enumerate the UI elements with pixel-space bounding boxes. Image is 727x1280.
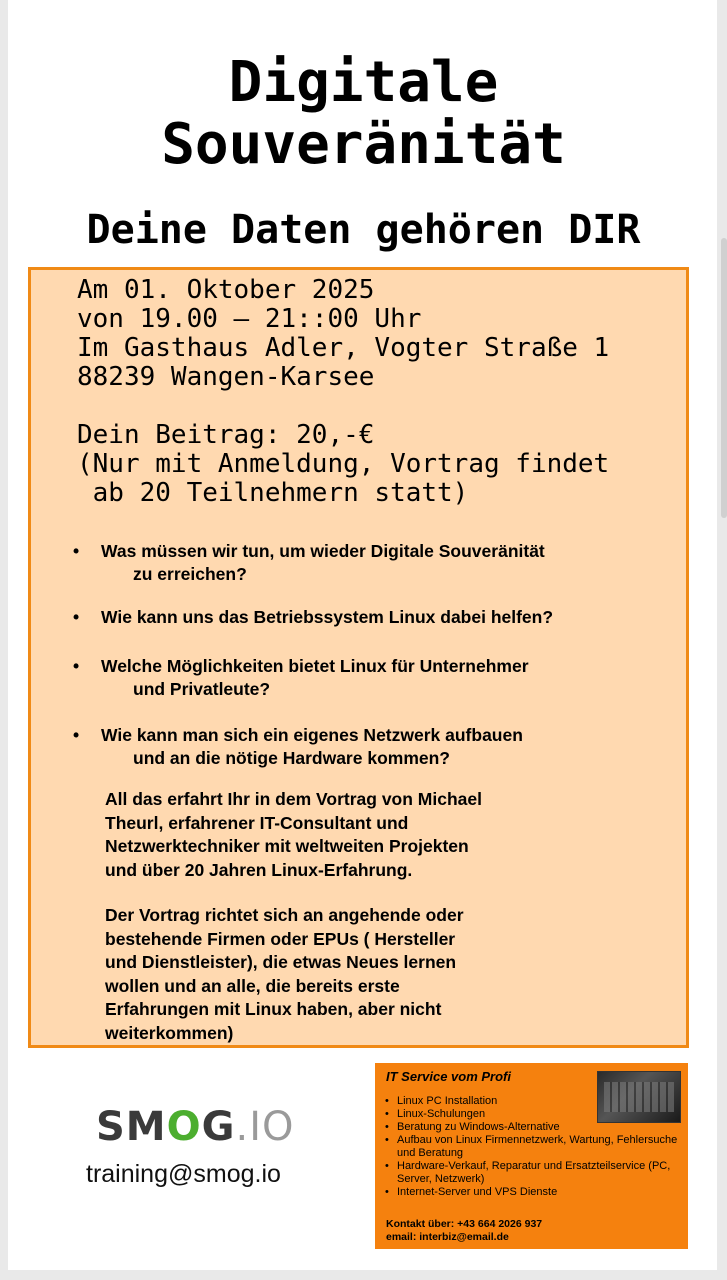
list-item: • Linux PC Installation — [385, 1095, 685, 1108]
event-time: von 19.00 – 21::00 Uhr — [77, 304, 422, 334]
event-city: 88239 Wangen-Karsee — [77, 362, 375, 392]
subtitle: Deine Daten gehören DIR — [86, 207, 641, 253]
list-item: • Beratung zu Windows-Alternative — [385, 1121, 685, 1134]
list-item: • Linux-Schulungen — [385, 1108, 685, 1121]
audience-paragraph: Der Vortrag richtet sich an angehende oder bestehende Firmen oder EPUs ( Hersteller und Dienstleister), die etwas Neues lernen wollen und an alle, die bereits erste Erfahrungen mit Linux haben, aber nicht weiterkommen) — [105, 905, 464, 1043]
event-note-line-2: ab 20 Teilnehmern statt) — [77, 478, 469, 508]
contact-email[interactable]: training@smog.io — [86, 1160, 281, 1188]
ad-service-list — [385, 1095, 685, 1199]
list-item: • Hardware-Verkauf, Reparatur und Ersatzteilservice (PC, Server, Netzwerk) — [385, 1160, 685, 1186]
event-fee: Dein Beitrag: 20,-€ — [77, 420, 375, 450]
event-info-box: Am 01. Oktober 2025 von 19.00 – 21::00 Uhr Im Gasthaus Adler, Vogter Straße 1 88239 Wangen-Karsee Dein Beitrag: 20,-€ (Nur mit Anmeldung, Vortrag findet ab 20 Teilnehmern statt) • Was müssen wir tun, um wieder Digitale Souveränität zu erreichen? • Wie kann uns das Betriebssystem Linux dabei helfen? • Welche Möglichkeiten bietet Linux für Unternehmer und Privatleute? • Wie kann man sich ein eigenes Netzwerk aufbauen und an die nötige Hardware kommen? All das erfahrt Ihr in dem Vortrag von Michael Theurl, erfahrener IT-Consultant und Netzwerktechniker mit weltweiten Projekten und über 20 Jahren Linux-Erfahrung. Der Vortrag richtet sich an angehende oder bestehende Firmen oder EPUs ( Hersteller und Dienstleister), die etwas Neues lernen wollen und an alle, die bereits erste Erfahrungen mit Linux haben, aber nicht weiterkommen) — [28, 267, 689, 1048]
ad-contact-phone: Kontakt über: +43 664 2026 937 — [386, 1218, 543, 1230]
ad-contact-email[interactable]: email: interbiz@email.de — [386, 1231, 509, 1243]
list-item: • Aufbau von Linux Firmennetzwerk, Wartung, Fehlersuche und Beratung — [385, 1134, 685, 1160]
ad-contact — [386, 1218, 542, 1244]
event-date: Am 01. Oktober 2025 — [77, 275, 375, 305]
it-service-ad — [375, 1063, 688, 1249]
ad-heading: IT Service vom Profi — [386, 1069, 511, 1084]
title-line-2: Souveränität — [161, 112, 566, 177]
list-item: • Internet-Server und VPS Dienste — [385, 1186, 685, 1199]
event-note-line-1: (Nur mit Anmeldung, Vortrag findet — [77, 449, 610, 479]
scrollbar[interactable] — [721, 238, 727, 518]
smog-logo: SMOG.IO — [96, 1104, 295, 1150]
event-venue: Im Gasthaus Adler, Vogter Straße 1 — [77, 333, 610, 363]
title-line-1: Digitale — [228, 50, 499, 115]
speaker-paragraph: All das erfahrt Ihr in dem Vortrag von Michael Theurl, erfahrener IT-Consultant und Netzwerktechniker mit weltweiten Projekten und über 20 Jahren Linux-Erfahrung. — [105, 789, 482, 880]
